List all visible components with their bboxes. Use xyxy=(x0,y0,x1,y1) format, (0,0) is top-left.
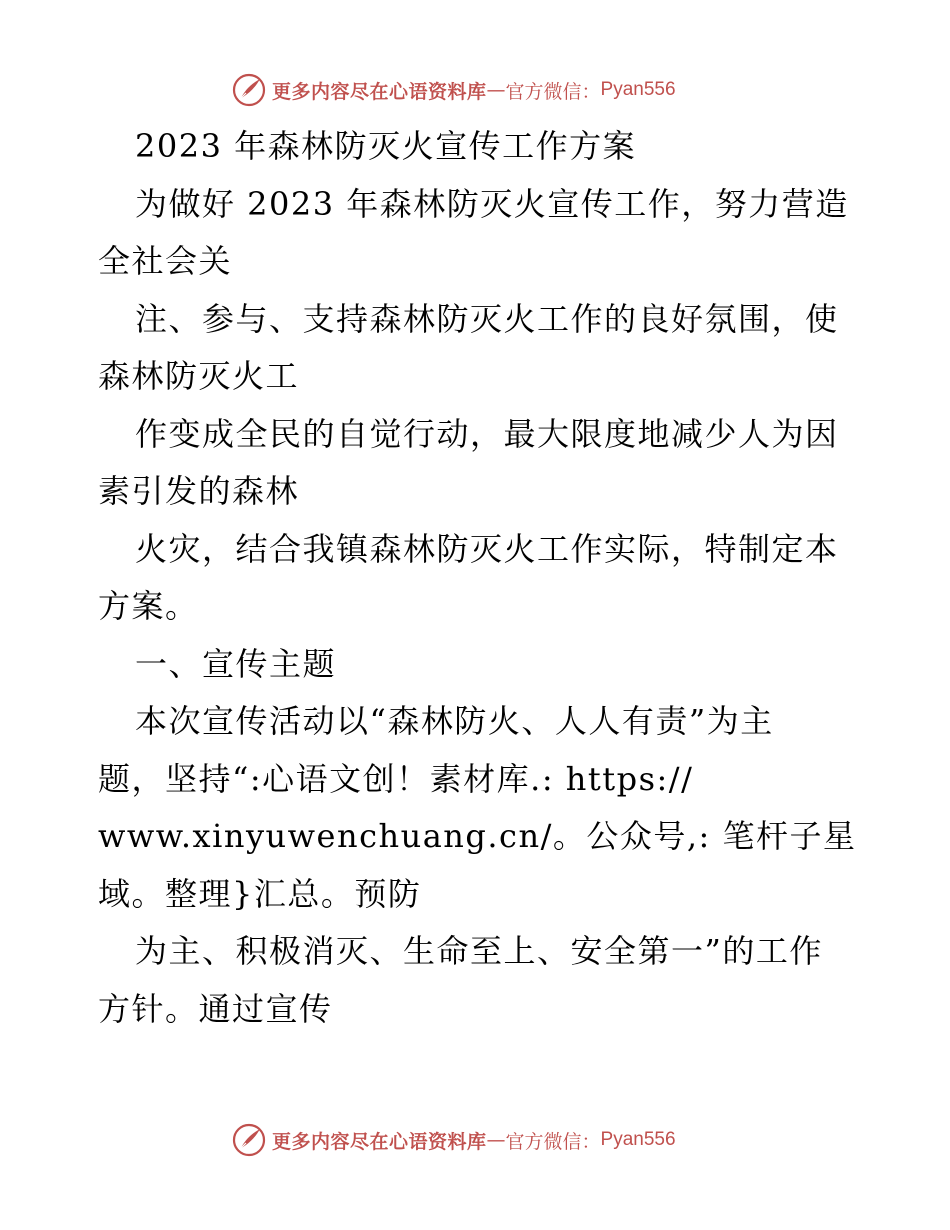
banner-wechat-label: 官方微信： xyxy=(505,80,601,103)
paragraph-line: www.xinyuwenchuang.cn/。公众号,: 笔杆子星 xyxy=(98,817,857,855)
paragraph-line: 本次宣传活动以“森林防火、人人有责”为主 xyxy=(135,702,774,740)
paragraph-line: 方针。通过宣传 xyxy=(98,989,333,1028)
paragraph-line: 素引发的森林 xyxy=(98,472,300,510)
paragraph-line: 方案。 xyxy=(98,587,199,625)
banner-text: 更多内容尽在心语资料库 xyxy=(272,80,487,103)
quill-logo-icon xyxy=(232,73,266,107)
banner-separator: — xyxy=(486,79,506,101)
banner-wechat-id: Pyan556 xyxy=(600,1129,676,1150)
banner-separator: — xyxy=(486,1129,506,1151)
paragraph-line: 火灾，结合我镇森林防灭火工作实际，特制定本 xyxy=(135,529,839,568)
paragraph-line: 作变成全民的自觉行动，最大限度地减少人为因 xyxy=(135,414,839,453)
banner-wechat-id: Pyan556 xyxy=(600,79,676,100)
footer-banner xyxy=(232,1122,676,1158)
paragraph-line: 题，坚持“:心语文创！素材库.: https:// xyxy=(98,759,694,798)
paragraph-line: 为做好 2023 年森林防灭火宣传工作，努力营造 xyxy=(135,184,849,223)
paragraph-line: 域。整理}汇总。预防 xyxy=(98,874,422,913)
header-banner xyxy=(232,72,676,108)
banner-text: 更多内容尽在心语资料库 xyxy=(272,1130,487,1153)
quill-logo-icon xyxy=(232,1123,266,1157)
paragraph-line: 注、参与、支持森林防灭火工作的良好氛围，使 xyxy=(135,299,839,338)
document-title: 2023 年森林防灭火宣传工作方案 xyxy=(135,127,637,165)
banner-wechat-label: 官方微信： xyxy=(505,1130,601,1153)
section-heading: 一、宣传主题 xyxy=(135,644,337,683)
document-body xyxy=(98,118,858,1038)
paragraph-line: 为主、积极消灭、生命至上、安全第一”的工作 xyxy=(135,932,823,970)
paragraph-line: 全社会关 xyxy=(98,242,233,280)
paragraph-line: 森林防灭火工 xyxy=(98,357,300,395)
